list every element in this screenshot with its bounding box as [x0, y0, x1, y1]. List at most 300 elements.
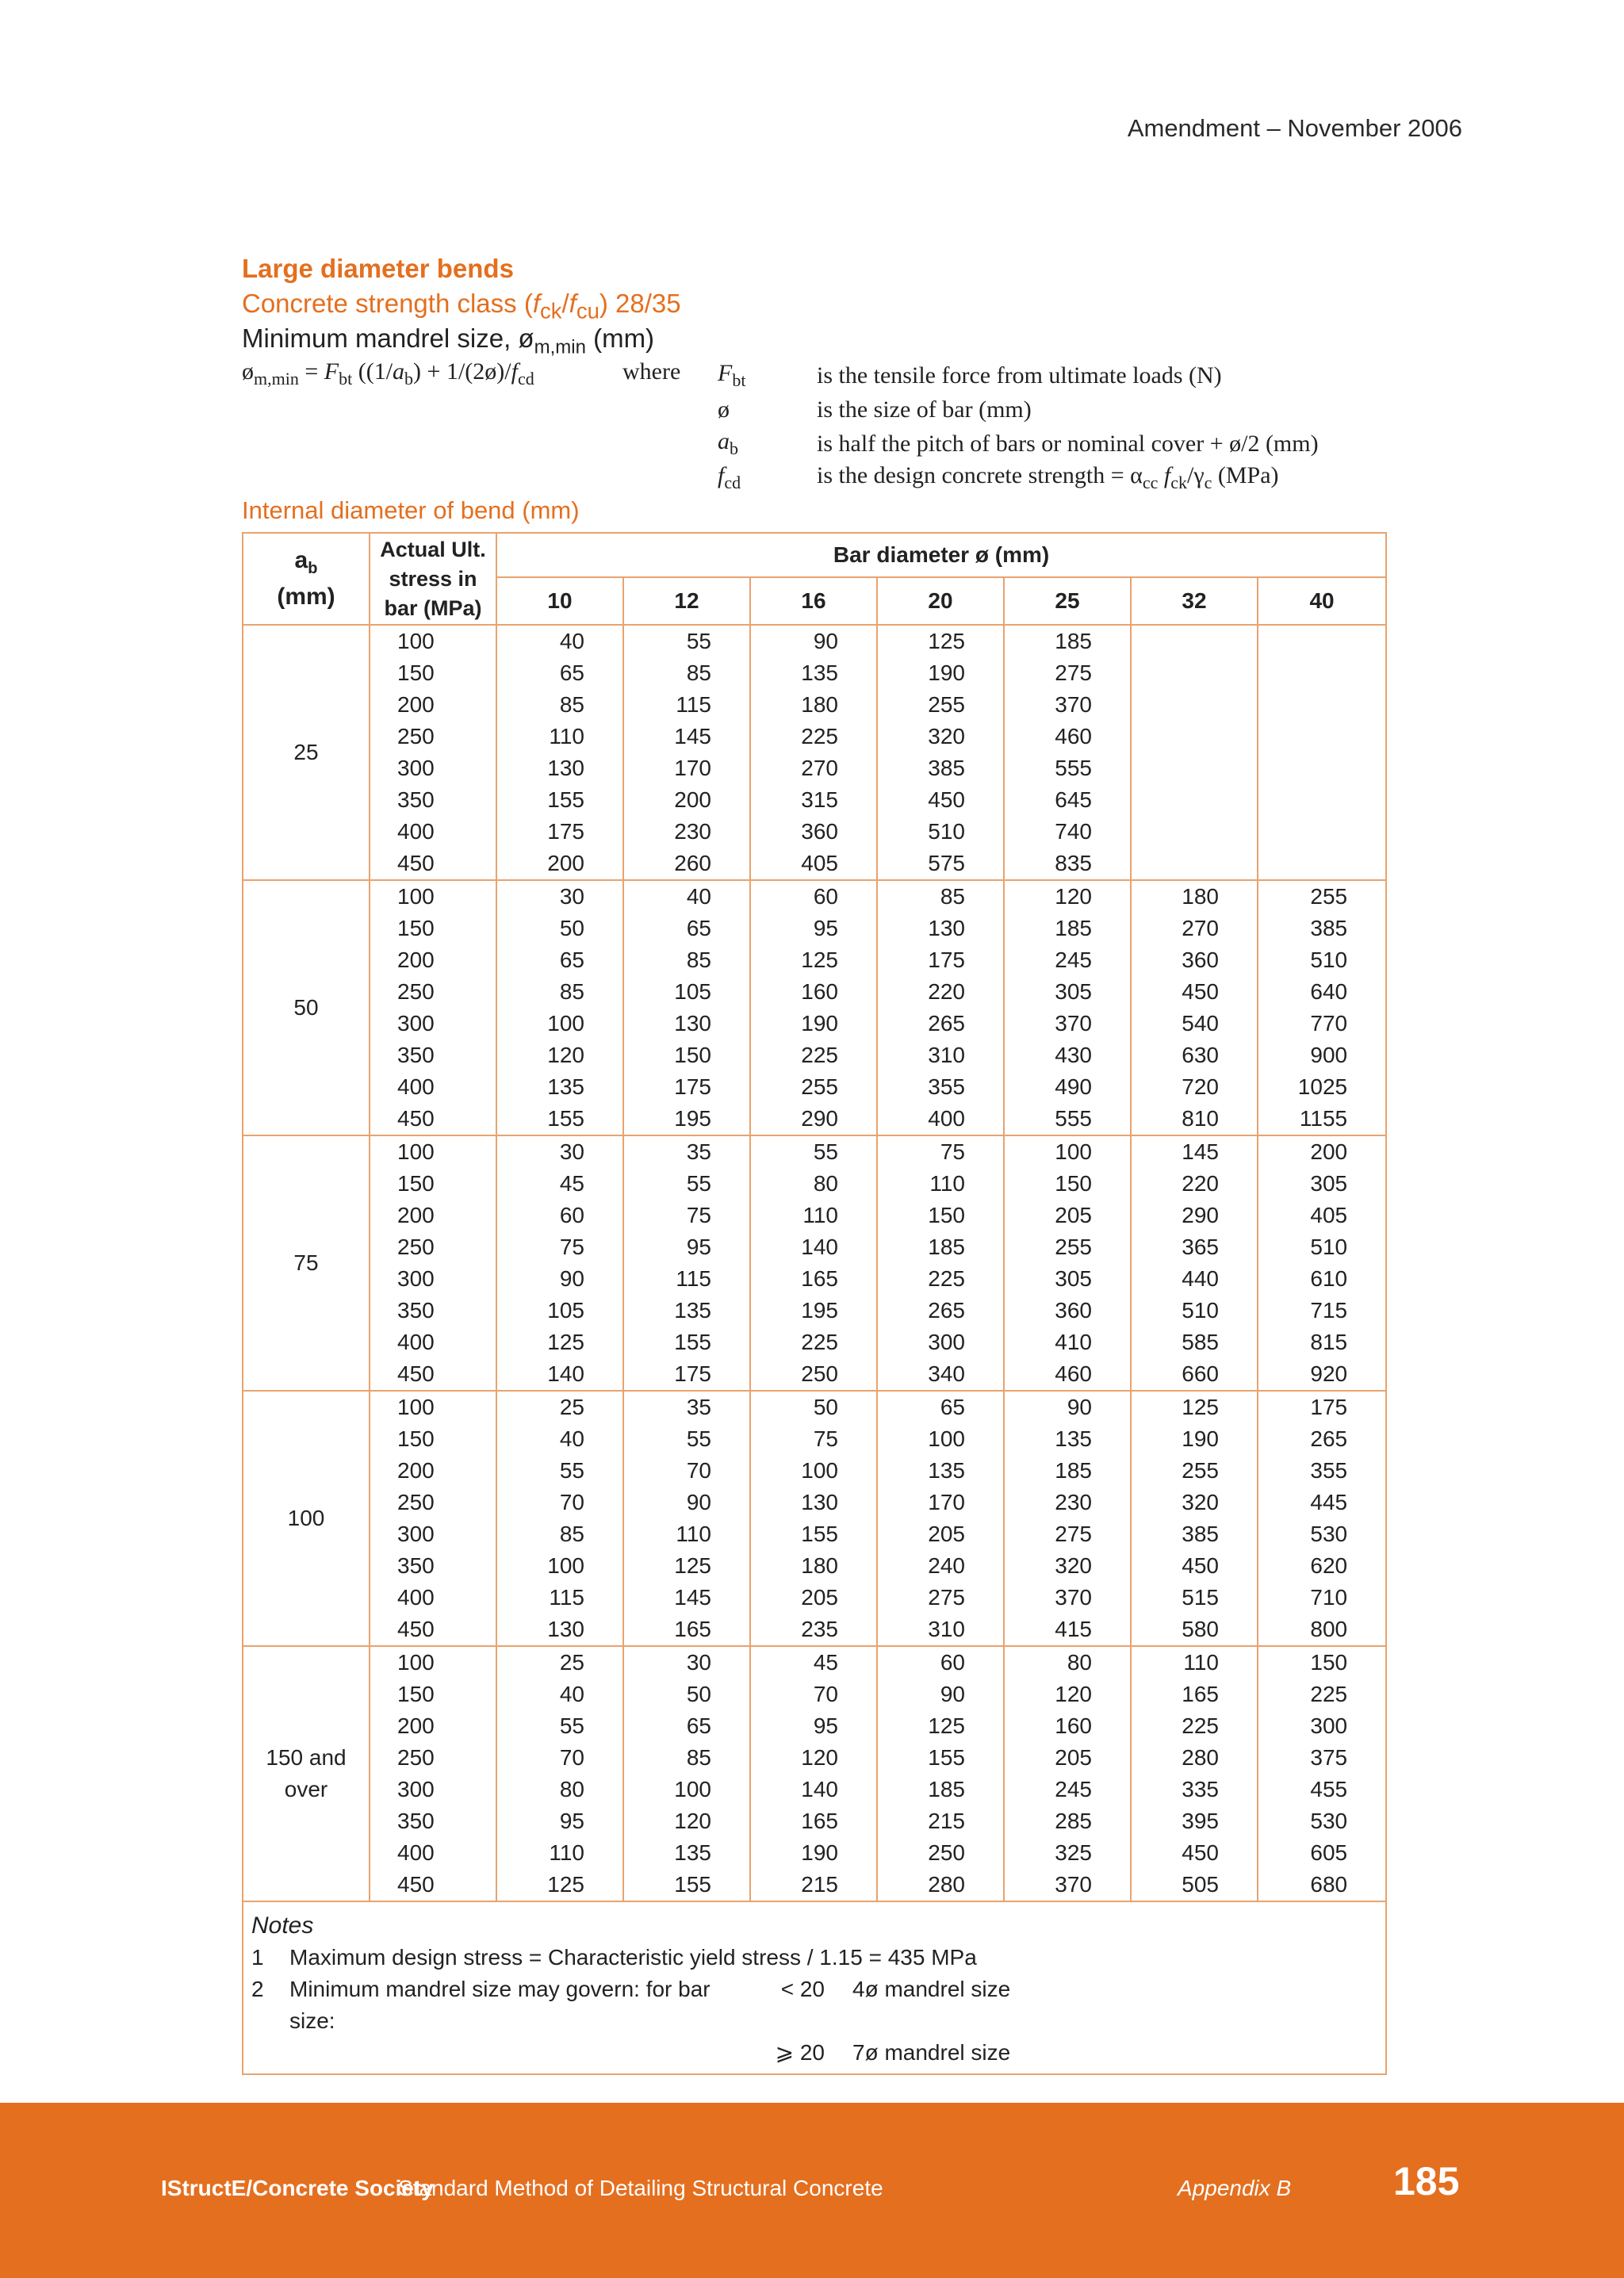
bend-diameter-value: 215: [801, 1872, 838, 1897]
bend-diameter-value: 410: [1055, 1330, 1092, 1354]
bend-diameter-value: 190: [1182, 1426, 1219, 1451]
bend-diameter-value: 165: [1182, 1682, 1219, 1706]
stress-value: 400: [397, 1840, 435, 1865]
bend-diameter-value: 160: [1055, 1713, 1092, 1738]
bend-diameter-value: 45: [813, 1650, 838, 1675]
bend-diameter-value: 275: [1055, 1522, 1092, 1546]
bend-diameter-value: 215: [928, 1809, 965, 1833]
bend-diameter-value: 120: [801, 1745, 838, 1770]
bend-diameter-value: 245: [1055, 948, 1092, 972]
ab-value-line: over: [284, 1777, 328, 1801]
footer-doc-title: Standard Method of Detailing Structural Concrete: [398, 2176, 883, 2200]
bend-diameter-value: 90: [686, 1490, 711, 1514]
bend-diameter-value: 185: [1055, 629, 1092, 653]
bar-size-header: 10: [496, 577, 623, 625]
bend-diameter-value: 125: [928, 629, 965, 653]
bend-diameter-value: 30: [559, 884, 584, 909]
bend-diameter-value: 95: [559, 1809, 584, 1833]
stress-value: 100: [397, 629, 435, 653]
bend-diameter-value: 205: [801, 1585, 838, 1610]
bend-diameter-value: 300: [1310, 1713, 1348, 1738]
bend-diameter-value: 30: [559, 1139, 584, 1164]
bend-diameter-value: 320: [1182, 1490, 1219, 1514]
bend-diameter-value: 130: [547, 756, 584, 780]
bend-diameter-value: 835: [1055, 851, 1092, 875]
bar-size-header: 12: [623, 577, 750, 625]
bend-diameter-value: 555: [1055, 1106, 1092, 1131]
bend-diameter-value: [1258, 689, 1385, 721]
bend-diameter-value: 310: [928, 1043, 965, 1067]
bend-diameter-value: 125: [547, 1872, 584, 1897]
bend-diameter-value: 135: [674, 1840, 711, 1865]
bend-diameter-value: 610: [1310, 1266, 1348, 1291]
bend-diameter-value: 275: [1055, 660, 1092, 685]
bend-diameter-value: 515: [1182, 1585, 1219, 1610]
bend-diameter-value: 100: [547, 1553, 584, 1578]
concrete-class: Concrete strength class $(f_{ck}/f_{cu})$ 28/35: [242, 289, 681, 324]
bend-diameter-value: 140: [801, 1777, 838, 1801]
ab-value: 25: [243, 625, 370, 880]
bend-diameter-value: 110: [549, 724, 584, 748]
bend-diameter-value: 510: [1310, 948, 1348, 972]
bend-diameter-value: [1132, 689, 1257, 721]
bend-diameter-value: 95: [813, 916, 838, 940]
bend-diameter-value: 175: [674, 1361, 711, 1386]
bend-diameter-value: 225: [801, 1043, 838, 1067]
bend-diameter-value: 50: [559, 916, 584, 940]
stress-value: 450: [397, 1617, 435, 1641]
bend-diameter-value: 120: [547, 1043, 584, 1067]
bend-diameter-table: [242, 532, 1387, 2075]
bend-diameter-value: 130: [547, 1617, 584, 1641]
bend-diameter-value: 170: [674, 756, 711, 780]
bar-size-header: 32: [1131, 577, 1258, 625]
stress-value: 450: [397, 1872, 435, 1897]
bend-diameter-value: 55: [686, 1426, 711, 1451]
bend-diameter-value: 250: [928, 1840, 965, 1865]
table-row-group: [243, 1646, 1386, 1901]
bend-diameter-value: 70: [813, 1682, 838, 1706]
stress-value: 100: [397, 1139, 435, 1164]
bend-diameter-value: 200: [674, 787, 711, 812]
bend-diameter-value: 40: [559, 1426, 584, 1451]
bend-diameter-value: 320: [928, 724, 965, 748]
bend-diameter-value: 450: [1182, 1840, 1219, 1865]
bend-diameter-value: 395: [1182, 1809, 1219, 1833]
bend-diameter-value: 95: [686, 1235, 711, 1259]
bend-diameter-value: 185: [928, 1777, 965, 1801]
bend-diameter-value: 680: [1310, 1872, 1348, 1897]
bend-diameter-value: 450: [1182, 1553, 1219, 1578]
stress-value: 150: [397, 1171, 435, 1196]
bend-diameter-value: 580: [1182, 1617, 1219, 1641]
bend-diameter-value: 90: [940, 1682, 965, 1706]
bend-diameter-value: 65: [940, 1395, 965, 1419]
bend-diameter-value: 540: [1182, 1011, 1219, 1036]
bend-diameter-value: 225: [928, 1266, 965, 1291]
bend-diameter-value: 115: [676, 1266, 711, 1291]
bend-diameter-value: 185: [1055, 1458, 1092, 1483]
stress-value: 400: [397, 1330, 435, 1354]
bend-diameter-value: 155: [547, 1106, 584, 1131]
bend-diameter-value: 175: [547, 819, 584, 844]
bend-diameter-value: 165: [801, 1809, 838, 1833]
notes-title: Notes: [251, 1912, 314, 1939]
bend-diameter-value: 190: [801, 1011, 838, 1036]
bend-diameter-value: 360: [1055, 1298, 1092, 1323]
bend-diameter-value: 260: [674, 851, 711, 875]
bend-diameter-value: 430: [1055, 1043, 1092, 1067]
bend-diameter-value: 585: [1182, 1330, 1219, 1354]
col-header-ab: $a_b$ (mm): [243, 533, 370, 625]
bend-diameter-value: 195: [801, 1298, 838, 1323]
bend-diameter-value: 235: [801, 1617, 838, 1641]
bend-diameter-value: 370: [1055, 1011, 1092, 1036]
bend-diameter-value: 80: [559, 1777, 584, 1801]
bend-diameter-value: 65: [686, 916, 711, 940]
stress-value: 450: [397, 851, 435, 875]
bend-diameter-value: 290: [801, 1106, 838, 1131]
footer-org: IStructE/Concrete Society: [161, 2176, 434, 2200]
bend-diameter-value: 305: [1055, 979, 1092, 1004]
bend-diameter-value: 715: [1310, 1298, 1348, 1323]
bend-diameter-value: 270: [801, 756, 838, 780]
bend-diameter-value: 175: [928, 948, 965, 972]
bend-diameter-value: [1258, 816, 1385, 848]
bend-diameter-value: 265: [928, 1298, 965, 1323]
bend-diameter-value: 255: [1310, 884, 1348, 909]
bend-diameter-value: [1258, 626, 1385, 657]
stress-value: 450: [397, 1106, 435, 1131]
bend-diameter-value: 230: [1055, 1490, 1092, 1514]
definition-row: $a_b$ is half the pitch of bars or nominal cover + ø/2 (mm): [718, 428, 1319, 458]
bend-diameter-value: 90: [1067, 1395, 1092, 1419]
bend-diameter-value: 60: [940, 1650, 965, 1675]
bar-size-header: 25: [1004, 577, 1131, 625]
bend-diameter-value: 450: [1182, 979, 1219, 1004]
bend-diameter-value: 100: [928, 1426, 965, 1451]
bend-diameter-value: 110: [802, 1203, 838, 1227]
bend-diameter-value: 255: [1055, 1235, 1092, 1259]
bend-diameter-value: 75: [813, 1426, 838, 1451]
table-row-group: [243, 1391, 1386, 1646]
table-row-group: [243, 880, 1386, 1135]
bend-diameter-value: 290: [1182, 1203, 1219, 1227]
bend-diameter-value: 105: [674, 979, 711, 1004]
bend-diameter-value: 415: [1055, 1617, 1092, 1641]
note-1: 1 Maximum design stress = Characteristic yield stress / 1.15 = 435 MPa: [251, 1945, 977, 1970]
bend-diameter-value: 70: [686, 1458, 711, 1483]
bend-diameter-value: 355: [928, 1074, 965, 1099]
bend-diameter-value: 630: [1182, 1043, 1219, 1067]
bend-diameter-value: 205: [1055, 1745, 1092, 1770]
bend-diameter-value: 35: [686, 1139, 711, 1164]
stress-value: 400: [397, 1585, 435, 1610]
bend-diameter-value: [1132, 657, 1257, 689]
bend-diameter-value: 65: [686, 1713, 711, 1738]
bend-diameter-value: 325: [1055, 1840, 1092, 1865]
table-notes: [243, 1901, 1386, 2074]
bend-diameter-value: 240: [928, 1553, 965, 1578]
bend-diameter-value: [1258, 784, 1385, 816]
bend-diameter-value: 190: [928, 660, 965, 685]
bend-diameter-value: 30: [686, 1650, 711, 1675]
bend-diameter-value: 275: [928, 1585, 965, 1610]
bend-diameter-value: 110: [1183, 1650, 1219, 1675]
bend-diameter-value: 180: [1182, 884, 1219, 909]
stress-value: 100: [397, 1650, 435, 1675]
bend-diameter-value: 175: [674, 1074, 711, 1099]
bend-diameter-value: 110: [929, 1171, 965, 1196]
bend-diameter-value: 205: [928, 1522, 965, 1546]
bend-diameter-value: 125: [801, 948, 838, 972]
amendment-note: Amendment – November 2006: [1127, 114, 1462, 142]
bend-diameter-value: 400: [928, 1106, 965, 1131]
stress-value: 250: [397, 979, 435, 1004]
bend-diameter-value: 320: [1055, 1553, 1092, 1578]
bend-diameter-value: 265: [928, 1011, 965, 1036]
bend-diameter-value: 135: [1055, 1426, 1092, 1451]
bend-diameter-value: 815: [1310, 1330, 1348, 1354]
stress-value: 350: [397, 1809, 435, 1833]
stress-value: 250: [397, 1235, 435, 1259]
bend-diameter-value: 405: [801, 851, 838, 875]
bend-diameter-value: 375: [1310, 1745, 1348, 1770]
bend-diameter-value: 85: [559, 692, 584, 717]
bend-diameter-value: 180: [801, 692, 838, 717]
bend-diameter-value: 75: [686, 1203, 711, 1227]
bend-diameter-value: 440: [1182, 1266, 1219, 1291]
bend-diameter-value: 370: [1055, 1872, 1092, 1897]
bend-diameter-value: 335: [1182, 1777, 1219, 1801]
bend-diameter-value: 740: [1055, 819, 1092, 844]
bend-diameter-value: 460: [1055, 724, 1092, 748]
stress-value: 350: [397, 1043, 435, 1067]
bend-diameter-value: 770: [1310, 1011, 1348, 1036]
bend-diameter-value: [1258, 721, 1385, 752]
definition-row: ø is the size of bar (mm): [718, 396, 1032, 423]
bend-diameter-value: 145: [674, 1585, 711, 1610]
stress-value: 300: [397, 756, 435, 780]
bend-diameter-value: 365: [1182, 1235, 1219, 1259]
bend-diameter-value: 360: [801, 819, 838, 844]
bend-diameter-value: [1258, 657, 1385, 689]
stress-value: 150: [397, 660, 435, 685]
bend-diameter-value: 255: [801, 1074, 838, 1099]
bend-diameter-value: [1132, 848, 1257, 879]
bend-diameter-value: 185: [928, 1235, 965, 1259]
bend-diameter-value: 135: [674, 1298, 711, 1323]
table-row-group: [243, 1135, 1386, 1391]
bend-diameter-value: 155: [801, 1522, 838, 1546]
bend-diameter-value: 55: [559, 1713, 584, 1738]
bend-diameter-value: 110: [549, 1840, 584, 1865]
stress-value: 450: [397, 1361, 435, 1386]
bend-diameter-value: 65: [559, 948, 584, 972]
bar-size-header: 16: [750, 577, 877, 625]
stress-value: 350: [397, 1553, 435, 1578]
bend-diameter-value: 385: [1182, 1522, 1219, 1546]
bend-diameter-value: 385: [928, 756, 965, 780]
bend-diameter-value: 125: [928, 1713, 965, 1738]
bend-diameter-value: 360: [1182, 948, 1219, 972]
mandrel-heading: Minimum mandrel size, $ø_{m,min}$ (mm): [242, 324, 655, 358]
bend-diameter-value: 160: [801, 979, 838, 1004]
bend-diameter-value: 50: [813, 1395, 838, 1419]
page-number: 185: [1393, 2159, 1460, 2203]
bend-diameter-value: 115: [676, 692, 711, 717]
bend-diameter-value: 100: [674, 1777, 711, 1801]
stress-value: 100: [397, 884, 435, 909]
bend-diameter-value: 170: [928, 1490, 965, 1514]
bend-diameter-value: 55: [686, 1171, 711, 1196]
bend-diameter-value: 120: [1055, 1682, 1092, 1706]
ab-value: 100: [243, 1391, 370, 1646]
bend-diameter-value: 250: [801, 1361, 838, 1386]
bend-diameter-value: 140: [547, 1361, 584, 1386]
bend-diameter-value: 310: [928, 1617, 965, 1641]
stress-value: 250: [397, 724, 435, 748]
bend-diameter-value: 120: [1055, 884, 1092, 909]
bend-diameter-value: 60: [813, 884, 838, 909]
note-2-cont: ⩾ 20 7ø mandrel size: [775, 2040, 1011, 2065]
stress-value: 200: [397, 1203, 435, 1227]
bend-diameter-value: 100: [1055, 1139, 1092, 1164]
bend-diameter-value: 145: [674, 724, 711, 748]
bend-diameter-value: 175: [1310, 1395, 1348, 1419]
bend-diameter-value: 280: [1182, 1745, 1219, 1770]
stress-value: 100: [397, 1395, 435, 1419]
bend-diameter-value: [1132, 784, 1257, 816]
bend-diameter-value: 620: [1310, 1553, 1348, 1578]
bend-diameter-value: 530: [1310, 1809, 1348, 1833]
table-caption: Internal diameter of bend (mm): [242, 496, 580, 524]
bend-diameter-value: 460: [1055, 1361, 1092, 1386]
stress-value: 150: [397, 1426, 435, 1451]
bend-diameter-value: 445: [1310, 1490, 1348, 1514]
bend-diameter-value: 100: [801, 1458, 838, 1483]
bend-diameter-value: 85: [559, 1522, 584, 1546]
bend-diameter-value: 265: [1310, 1426, 1348, 1451]
bend-diameter-value: 510: [928, 819, 965, 844]
stress-value: 200: [397, 692, 435, 717]
bend-diameter-value: 125: [1182, 1395, 1219, 1419]
bend-diameter-value: 450: [928, 787, 965, 812]
bend-diameter-value: 220: [928, 979, 965, 1004]
bend-diameter-value: 575: [928, 851, 965, 875]
stress-value: 150: [397, 1682, 435, 1706]
bend-diameter-value: [1132, 816, 1257, 848]
bend-diameter-value: 455: [1310, 1777, 1348, 1801]
bend-diameter-value: 605: [1310, 1840, 1348, 1865]
bend-diameter-value: 40: [686, 884, 711, 909]
bend-diameter-value: 80: [1067, 1650, 1092, 1675]
bend-diameter-value: 115: [549, 1585, 584, 1610]
bend-diameter-value: 185: [1055, 916, 1092, 940]
bend-diameter-value: 1025: [1297, 1074, 1348, 1099]
bend-diameter-value: 640: [1310, 979, 1348, 1004]
stress-value: 300: [397, 1266, 435, 1291]
bend-diameter-value: 255: [928, 692, 965, 717]
bend-diameter-value: 315: [801, 787, 838, 812]
stress-value: 300: [397, 1777, 435, 1801]
footer-appendix: Appendix B: [1178, 2176, 1292, 2200]
bend-diameter-value: 200: [1310, 1139, 1348, 1164]
where-label: where: [622, 358, 681, 385]
bend-diameter-value: 85: [940, 884, 965, 909]
bend-diameter-value: 70: [559, 1490, 584, 1514]
bend-diameter-value: 40: [559, 1682, 584, 1706]
bend-diameter-value: 530: [1310, 1522, 1348, 1546]
bend-diameter-value: 140: [801, 1235, 838, 1259]
bend-diameter-value: 135: [928, 1458, 965, 1483]
bend-diameter-value: 920: [1310, 1361, 1348, 1386]
section-title: Large diameter bends: [242, 254, 514, 283]
ab-value: [243, 1646, 370, 1901]
bend-diameter-value: 55: [813, 1139, 838, 1164]
bend-diameter-value: 660: [1182, 1361, 1219, 1386]
stress-value: 200: [397, 948, 435, 972]
stress-value: 300: [397, 1522, 435, 1546]
bend-diameter-value: 225: [801, 724, 838, 748]
symbol-definitions: [718, 358, 1319, 495]
bend-diameter-value: 490: [1055, 1074, 1092, 1099]
bend-diameter-value: 145: [1182, 1139, 1219, 1164]
bend-diameter-value: 340: [928, 1361, 965, 1386]
bend-diameter-value: 165: [674, 1617, 711, 1641]
bend-diameter-value: 220: [1182, 1171, 1219, 1196]
bend-diameter-value: 225: [1310, 1682, 1348, 1706]
bend-diameter-value: 60: [559, 1203, 584, 1227]
bend-diameter-value: 230: [674, 819, 711, 844]
bend-diameter-value: 300: [928, 1330, 965, 1354]
bend-diameter-value: 900: [1310, 1043, 1348, 1067]
bend-diameter-value: 355: [1310, 1458, 1348, 1483]
bend-diameter-value: 125: [547, 1330, 584, 1354]
bend-diameter-value: 1155: [1299, 1106, 1348, 1131]
bend-diameter-value: 130: [674, 1011, 711, 1036]
stress-value: 250: [397, 1745, 435, 1770]
bend-diameter-value: [1132, 721, 1257, 752]
bend-diameter-value: 55: [559, 1458, 584, 1483]
bend-diameter-value: 370: [1055, 1585, 1092, 1610]
bend-diameter-value: 190: [801, 1840, 838, 1865]
bend-diameter-value: 85: [559, 979, 584, 1004]
bend-diameter-value: 40: [559, 629, 584, 653]
stress-value: 400: [397, 1074, 435, 1099]
bend-diameter-value: 225: [801, 1330, 838, 1354]
col-header-stress: Actual Ult. stress in bar (MPa): [370, 533, 496, 625]
bend-diameter-value: 205: [1055, 1203, 1092, 1227]
bend-diameter-value: 510: [1310, 1235, 1348, 1259]
bend-diameter-value: 130: [801, 1490, 838, 1514]
bend-diameter-value: 720: [1182, 1074, 1219, 1099]
note-2: 2 Minimum mandrel size may govern: for bar size: < 20 4ø mandrel size: [251, 1977, 1011, 2033]
bend-diameter-value: 810: [1182, 1106, 1219, 1131]
definition-row: $f_{cd}$ is the design concrete strength = $\alpha_{cc}$ $f_{ck}/\gamma_c$ (MPa): [718, 462, 1279, 492]
stress-value: 350: [397, 787, 435, 812]
bar-size-header: 20: [877, 577, 1004, 625]
bend-diameter-value: 150: [928, 1203, 965, 1227]
bend-diameter-value: 200: [547, 851, 584, 875]
bend-diameter-value: 100: [547, 1011, 584, 1036]
stress-value: 350: [397, 1298, 435, 1323]
bend-diameter-value: 370: [1055, 692, 1092, 717]
page-footer: [0, 2103, 1624, 2278]
ab-value-line: 150 and: [266, 1745, 347, 1770]
col-header-bar-diameter: Bar diameter ø (mm): [496, 533, 1386, 577]
ab-value: 75: [243, 1135, 370, 1391]
